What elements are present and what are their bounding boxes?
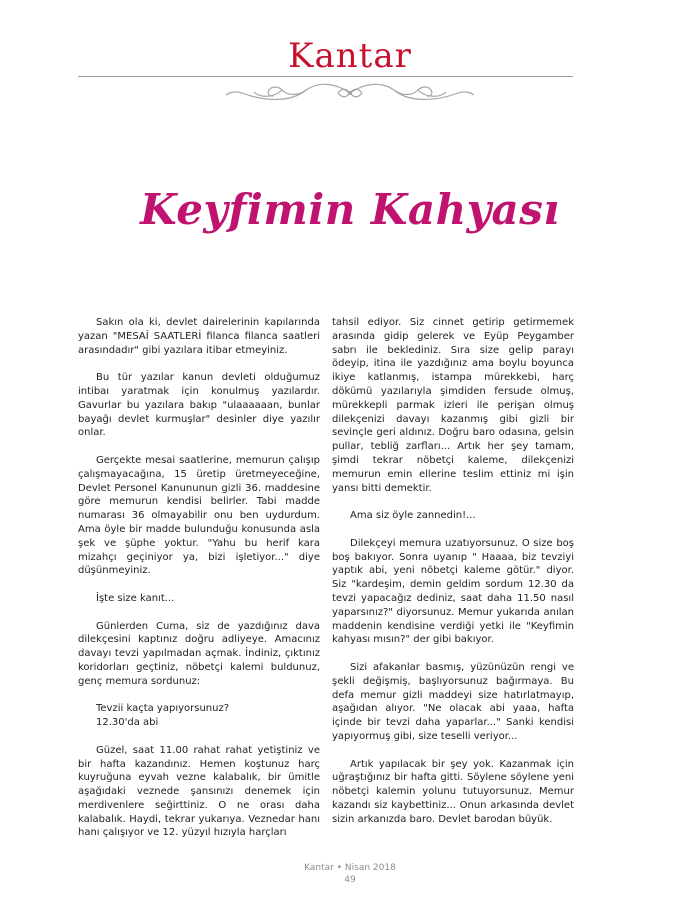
page-footer [0, 862, 700, 886]
paragraph: Artık yapılacak bir şey yok. Kazanmak için uğraştığınız bir hafta gitti. Söylene söylene yeni nöbetçi kalemin yolunu tutuyorsunuz. Memur kazandı siz kaybettiniz... Onun arkasında devlet sizin arkanızda baro. Devlet barodan büyük. [332, 758, 574, 825]
paragraph: İşte size kanıt... [96, 592, 175, 604]
paragraph: Dilekçeyi memura uzatıyorsunuz. O size boş boş bakıyor. Sonra uyanıp " Haaaa, biz tevziyi yaptık abi, yeni nöbetçi kaleme götür." diyor. Siz "kardeşim, demin geldim sordum 12.30 da tevzi yapacağız dediniz, saat daha 11.50 nasıl yaparsınız?" diyorsunuz. Memur yukarıda anılan maddenin kendisine verdiği yetki ile "Keyfimin kahyası mısın?" der gibi bakıyor. [332, 537, 574, 646]
page-number: 49 [344, 875, 356, 885]
paragraph: tahsil ediyor. Siz cinnet getirip getirmemek arasında gidip gelerek ve Eyüp Peygamber sabrı ile beklediniz. Sıra size gelip parayı ödeyip, itina ile yazdığınız ama boylu boyunca ikiye katlanmış, istampa mürekkebi, harç dökümü yazılarıyla şimdiden fersude olmuş, mürekkepli parmak izleri ile perişan olmuş dilekçenizi davayı kazanmış gibi gizli bir sevinçle geri aldınız. Doğru baro odasına, gelsin pullar, tebliğ zarfları... Artık her şey tamam, şimdi tekrar nöbetçi kaleme, dilekçenizi memurun emin ellerine teslim ettiniz mi işin yansı bitti demektir. [332, 317, 574, 494]
issue-label: Kantar • Nisan 2018 [304, 863, 396, 873]
paragraph: Ama siz öyle zannedin!... [350, 510, 476, 522]
article-title: Keyfimin Kahyası [140, 185, 560, 234]
paragraph: Günlerden Cuma, siz de yazdığınız dava dilekçesini kaptınız doğru adliyeye. Amacınız davayı tevzi yapılmadan açmak. İndiniz, çıktınız koridorları geçtiniz, nöbetçi kalemi buldunuz, genç memura sordunuz: [78, 620, 320, 687]
paragraph: Bu tür yazılar kanun devleti olduğumuz intibaı yaratmak için konulmuş yazılardır. Gavurlar bu yazılara bakıp "ulaaaaaan, bunlar bayağı devlet kurmuşlar" desinler diye yazılır onlar. [78, 372, 320, 439]
paragraph: Güzel, saat 11.00 rahat rahat yetiştiniz ve bir hafta kazandınız. Hemen koştunuz harç kuyruğuna eyvah vezne kalabalık, bir ümitle aşağıdaki veznede şansınızı denemek için merdivenlere seğirttiniz. O ne orası daha kalabalık. Haydi, tekrar yukarıya. Veznedar hanı hanı çalışıyor ve 12. yüzyıl hızıyla harçları [78, 744, 320, 839]
paragraph: Gerçekte mesai saatlerine, memurun çalışıp çalışmayacağına, 15 üretip üretmeyeceğine, Devlet Personel Kanununun gizli 36. maddesine göre memurun kendisi belirler. Tabi madde numarası 36 olmayabilir onu ben uydurdum. Ama öyle bir madde bulunduğu konusunda asla şek ve şüphe yoktur. "Yahu bu herif kara mizahçı geçiniyor ya, bizi işletiyor..." diye düşünmeyiniz. [78, 454, 320, 577]
left-column [78, 316, 320, 840]
masthead-rule [78, 76, 573, 77]
paragraph: Sakın ola ki, devlet dairelerinin kapılarında yazan "MESAİ SAATLERİ filanca filanca saatleri arasındadır" gibi yazılara itibar etmeyiniz. [78, 317, 320, 356]
paragraph: Sizi afakanlar basmış, yüzünüzün rengi ve şekli değişmiş, başlıyorsunuz bağırmaya. Bu defa memur gizli maddeyi size hatırlatmayıp, aşağıdan alıyor. "Ne olacak abi yaaa, hafta içinde bir tevzi daha yaparlar..." Sanki kendisi yapıyormuş gibi, size teselli veriyor... [332, 661, 574, 742]
flourish-ornament-icon [222, 80, 478, 106]
dialogue-quote: Tevzii kaçta yapıyorsunuz? 12.30'da abi [96, 703, 230, 729]
right-column [332, 316, 574, 826]
masthead-title: Kantar [288, 36, 412, 76]
